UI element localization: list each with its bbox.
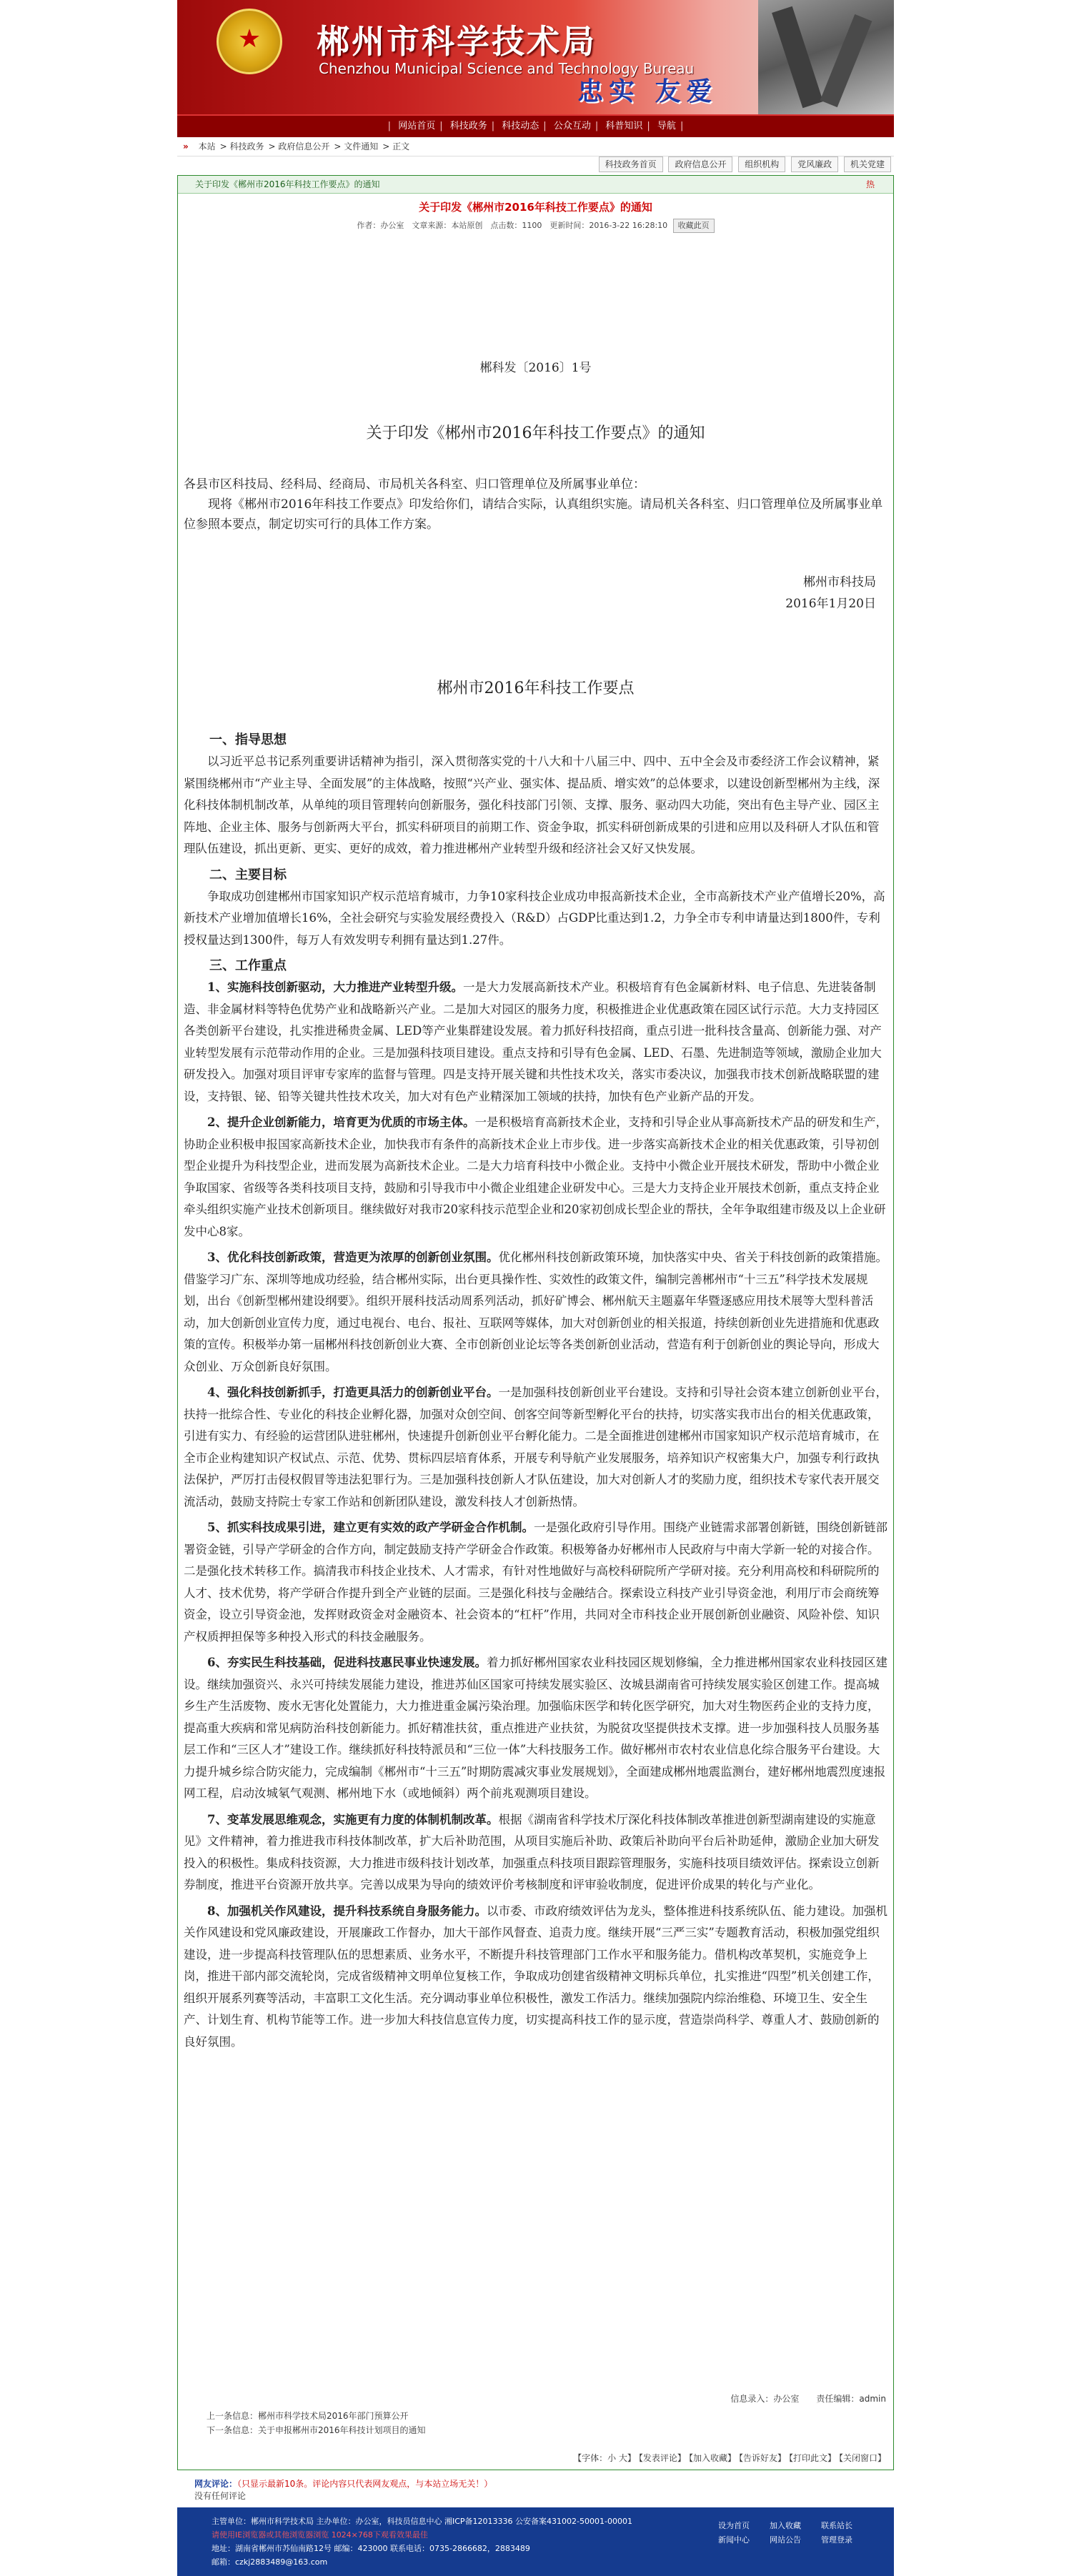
site-title: 郴州市科学技术局 [317, 22, 597, 61]
work-item [184, 1809, 887, 1896]
article-panel [177, 175, 894, 2470]
page-wrapper [177, 0, 894, 2576]
add-favorite-tool[interactable]: 【加入收藏】 [688, 2453, 736, 2463]
footer-line: 邮箱：czkj2883489@163.com [212, 2557, 328, 2567]
section-paragraph: 争取成功创建郴州市国家知识产权示范培育城市，力争10家科技企业成功申报高新技术企业，全市高新技术产业产值增长20%，高新技术产业增加值增长16%，全社会研究与实验发展经费投入（R&D）占GDP比重达到1.2，力争全市专利申请量达到1800件，专利授权量达到1300件，每万人有效发明专利拥有量达到1.27件。 [184, 889, 885, 947]
editor-info: 信息录入：办公室 责任编辑：admin [730, 2394, 886, 2404]
footer-line: 请使用IE浏览器或其他浏览器浏览 1024×768下观看效果最佳 [212, 2530, 428, 2540]
work-item-heading: 8、加强机关作风建设，提升科技系统自身服务能力。 [207, 1904, 487, 1918]
signing-date: 2016年1月20日 [785, 597, 876, 611]
double-arrow-icon: » [183, 141, 189, 151]
nav-sci-affairs[interactable]: 科技政务 [449, 121, 487, 131]
prev-article [207, 2409, 893, 2423]
work-item [184, 1652, 887, 1805]
work-item-text: 以市委、市政府绩效评估为龙头，整体推进科技系统队伍、能力建设。加强机关作风建设和党风廉政建设，开展廉政工作督办，加大干部作风督查、追责力度。继续开展“三严三实”专题教育活动，积极加强党组织建设，进一步提高科技管理队伍的思想素质、业务水平，不断提升科技管理部门工作水平和服务能力。借机构改革契机，实施竞争上岗，推进干部内部交流轮岗，完成省级精神文明单位复核工作，争取成功创建省级精神文明标兵单位，扎实推进“四型”机关创建工作，组织开展系列赛等活动，丰富职工文化生活。充分调动事业单位积极性，激发工作活力。继续加强院内综治维稳、环境卫生、安全生产、计划生育、机构节能等工作。进一步加大科技信息宣传力度，切实提高科技工作的显示度，营造崇尚科学、尊重人才、鼓励创新的良好氛围。 [184, 1904, 887, 2049]
work-item [184, 1901, 887, 2054]
hot-badge: 热 [865, 179, 875, 189]
nav-navigation[interactable]: 导航 [657, 121, 676, 131]
nav-public-interaction[interactable]: 公众互动 [553, 121, 591, 131]
breadcrumb-item[interactable]: 政府信息公开 [278, 141, 330, 151]
work-item-heading: 2、提升企业创新能力，培育更为优质的市场主体。 [207, 1115, 475, 1129]
work-item [184, 1112, 887, 1243]
work-item-text: 一是加强科技创新创业平台建设。支持和引导社会资本建立创新创业平台，扶持一批综合性、专业化的科技企业孵化器，加强对众创空间、创客空间等新型孵化平台的扶持，切实落实我市出台的相关优惠政策，引进有实力、有经验的运营团队进驻郴州，快速提升创新创业平台孵化能力。二是全面推进创建郴州市国家知识产权示范培育城市，在全市企业构建知识产权试点、示范、优势、贯标四层培育体系，开展专利导航产业发展服务，培养知识产权密集大户，加强专利行政执法保护，严厉打击侵权假冒等违法犯罪行为。三是加强科技创新人才队伍建设，加大对创新人才的奖励力度，组织技术专家代表开展交流活动，鼓励支持院士专家工作站和创新团队建设，激发科技人才创新热情。 [184, 1386, 887, 1508]
site-notice-link[interactable]: 网站公告 [770, 2535, 801, 2545]
set-homepage-link[interactable]: 设为首页 [718, 2521, 750, 2530]
comment-label: 网友评论： [194, 2479, 238, 2489]
breadcrumb-item: 正文 [392, 141, 410, 151]
font-size-tool[interactable]: 【字体：小 大】 [573, 2453, 636, 2463]
work-item-heading: 1、实施科技创新驱动，大力推进产业转型升级。 [207, 980, 463, 994]
work-item-text: 一是大力发展高新技术产业。积极培育有色金属新材料、电子信息、先进装备制造、非金属材料等特色优势产业和战略新兴产业。二是加大对园区的服务力度，积极推进企业优惠政策在园区试行示范。大力支持园区各类创新平台建设，扎实推进稀贵金属、LED等产业集群建设发展。着力抓好科技招商，重点引进一批科技含量高、创新能力强、对产业转型发展有示范带动作用的企业。三是加强科技项目建设。重点支持和引导有色金属、LED、石墨、先进制造等领域，激励企业加大研发投入。加强对项目评审专家库的监督与管理。四是支持开展关键和共性技术攻关，落实市委决议，加强我市技术创新战略联盟的建设，支持银、铋、铅等关键共性技术攻关，加大对有色产业精深加工领域的扶持，加快有色产业新产品的开发。 [184, 980, 882, 1103]
footer-line: 主管单位：郴州市科学技术局 主办单位：办公室，科技员信息中心 湘ICP备12013336 公安备案431002-50001-00001 [212, 2517, 632, 2526]
tell-friend-tool[interactable]: 【告诉好友】 [738, 2453, 786, 2463]
work-item [184, 1517, 887, 1648]
signing-org: 郴州市科技局 [803, 575, 876, 590]
comment-section [177, 2477, 894, 2502]
work-item-heading: 5、抓实科技成果引进，建立更有实效的政产学研金合作机制。 [207, 1521, 534, 1534]
work-item-heading: 7、变革发展思维观念，实施更有力度的体制机制改革。 [207, 1812, 499, 1826]
article-meta-text: 作者：办公室 文章来源：本站原创 点击数：1100 更新时间：2016-3-22 16:28:10 [357, 221, 668, 230]
nav-sci-news[interactable]: 科技动态 [502, 121, 539, 131]
work-item-heading: 6、夯实民生科技基础，促进科技惠民事业快速发展。 [207, 1656, 487, 1669]
article-tools [178, 2452, 893, 2464]
subnav-integrity[interactable]: 党风廉政 [791, 156, 838, 172]
main-nav: | 网站首页 | 科技政务 | 科技动态 | 公众互动 | 科普知识 | 导航 | [177, 114, 894, 137]
work-item-text: 着力抓好郴州国家农业科技园区规划修编，全力推进郴州国家农业科技园区建设。继续加强资兴、永兴可持续发展能力建设，推进苏仙区国家可持续发展实验区、汝城县湖南省可持续发展实验区创建工作。提高城乡生产生活废物、废水无害化处置能力，大力推进重金属污染治理。加强临床医学和转化医学研究，加大对生物医药企业的支持力度，提高重大疾病和常见病防治科技创新能力。抓好精准扶贫，重点推进产业扶贫，为脱贫攻坚提供技术支撑。进一步加强科技人员服务基层工作和“三区人才”建设工作。继续抓好科技特派员和“三位一体”大科技服务工作。做好郴州市农村农业信息化综合服务平台建设。大力提升城乡综合防灾能力，完成编制《郴州市“十三五”时期防震减灾事业发展规划》，全面建成郴州地震监测台，建好郴州地震烈度速报网工程，启动汝城氡气观测、郴州地下水（或地倾斜）两个前兆观测项目建设。 [184, 1656, 887, 1800]
footer-line: 地址：湖南省郴州市苏仙南路12号 邮编：423000 联系电话：0735-2866682，2883489 [212, 2544, 530, 2553]
intro-paragraph: 现将《郴州市2016年科技工作要点》印发给你们，请结合实际，认真组织实施。请局机关各科室、归口管理单位及所属事业单位参照本要点，制定切实可行的具体工作方案。 [184, 497, 883, 532]
prev-next-links [178, 2409, 893, 2437]
breadcrumb-item[interactable]: 文件通知 [344, 141, 379, 151]
close-window-tool[interactable]: 【关闭窗口】 [838, 2453, 886, 2463]
add-favorite-link[interactable]: 加入收藏 [770, 2521, 801, 2530]
panel-header [178, 176, 893, 194]
section-paragraph: 以习近平总书记系列重要讲话精神为指引，深入贯彻落实党的十八大和十八届三中、四中、五中全会及市委经济工作会议精神，紧紧围绕郴州市“产业主导、全面发展”的主体战略，按照“兴产业、强实体、提品质、增实效”的总体要求，以建设创新型郴州为主线，深化科技体制机制改革，从单纯的项目管理转向创新服务，强化科技部门引领、支撑、服务、驱动四大功能，突出有色主导产业、园区主阵地、企业主体、服务与创新两大平台，抓实科研项目的前期工作、资金争取，抓实科研创新成果的引进和应用以及科研人才队伍和管理队伍建设，抓出更新、更实、更好的成效，着力推进郴州产业转型升级和经济社会又好又快发展。 [184, 755, 880, 855]
bookmark-button[interactable]: 收藏此页 [673, 219, 715, 233]
breadcrumb-item[interactable]: 本站 [198, 141, 216, 151]
work-item [184, 977, 887, 1108]
national-emblem-icon: ★ [217, 9, 282, 74]
next-article [207, 2423, 893, 2437]
site-title-en: Chenzhou Municipal Science and Technology Bureau [319, 60, 695, 77]
site-footer [177, 2507, 894, 2576]
work-item-text: 一是强化政府引导作用。围绕产业链需求部署创新链，围绕创新链部署资金链，引导产学研金的合作方向，制定鼓励支持产学研金合作政策。积极筹备办好郴州市人民政府与中南大学新一轮的对接合作。二是强化技术转移工作。搞清我市科技企业技术、人才需求，有针对性地做好与高校科研院所产学研对接。充分利用高校和科研院所的人才、技术优势，将产学研合作提升到全产业链的层面。三是强化科技与金融结合。探索设立科技产业引导资金池，利用厅市会商统筹资金，设立引导资金池，发挥财政资金对金融资本、社会资本的“杠杆”作用，共同对全市科技企业开展创新创业融资、风险补偿、知识产权质押担保等多种投入形式的科技金融服务。 [184, 1521, 887, 1643]
section-heading: 二、主要目标 [209, 867, 287, 882]
next-label: 下一条信息： [207, 2425, 259, 2435]
next-article-link[interactable]: 关于申报郴州市2016年科技计划项目的通知 [258, 2425, 426, 2435]
prev-article-link[interactable]: 郴州市科学技术局2016年部门预算公开 [258, 2411, 409, 2421]
work-item-text: 优化郴州科技创新政策环境，加快落实中央、省关于科技创新的政策措施。借鉴学习广东、深圳等地成功经验，结合郴州实际，出台更具操作性、实效性的政策文件，编制完善郴州市“十三五”科学技术发展规划，出台《创新型郴州建设纲要》。组织开展科技活动周系列活动，抓好矿博会、郴州航天主题嘉年华暨逐感应用技术展等大型科普活动，加大创新创业宣传力度，通过电视台、电台、报社、互联网等媒体，加大对创新创业的相关报道，持续创新创业先进措施和优惠政策的宣传。积极举办第一届郴州科技创新创业大赛、全市创新创业论坛等各类创新创业活动，营造有利于创新创业的舆论导向，形成大众创业、万众创新良好氛围。 [184, 1250, 887, 1373]
site-banner [177, 0, 894, 114]
breadcrumb-item[interactable]: 科技政务 [229, 141, 264, 151]
footer-links [718, 2519, 872, 2547]
subnav-sci-affairs-home[interactable]: 科技政务首页 [599, 156, 663, 172]
subnav-info-disclosure[interactable]: 政府信息公开 [668, 156, 732, 172]
subnav-party-building[interactable]: 机关党建 [844, 156, 891, 172]
site-slogan: 忠实 友爱 [577, 77, 718, 106]
work-item-heading: 4、强化科技创新抓手，打造更具活力的创新创业平台。 [207, 1386, 499, 1399]
section-heading: 一、指导思想 [209, 732, 287, 747]
work-item-heading: 3、优化科技创新政策，营造更为浓厚的创新创业氛围。 [207, 1250, 499, 1264]
work-item [184, 1247, 887, 1378]
print-tool[interactable]: 【打印此文】 [788, 2453, 836, 2463]
nav-popular-science[interactable]: 科普知识 [605, 121, 643, 131]
breadcrumb: » 本站 > 科技政务 > 政府信息公开 > 文件通知 > 正文 [177, 137, 894, 156]
document-number: 郴科发〔2016〕1号 [479, 361, 592, 375]
work-item [184, 1382, 887, 1513]
article-footer [178, 2389, 893, 2470]
admin-login-link[interactable]: 管理登录 [821, 2535, 852, 2545]
post-comment-tool[interactable]: 【发表评论】 [638, 2453, 686, 2463]
addressee: 各县市区科技局、经科局、经商局、市局机关各科室、归口管理单位及所属事业单位： [184, 477, 645, 492]
sculpture-image [758, 0, 894, 114]
plan-title: 郴州市2016年科技工作要点 [437, 680, 635, 697]
prev-label: 上一条信息： [207, 2411, 259, 2421]
footer-info [212, 2515, 632, 2569]
news-center-link[interactable]: 新闻中心 [718, 2535, 750, 2545]
section-heading: 三、工作重点 [209, 958, 287, 973]
nav-home[interactable]: 网站首页 [398, 121, 436, 131]
subnav-organization[interactable]: 组织机构 [738, 156, 785, 172]
work-item-text: 根据《湖南省科学技术厅深化科技体制改革推进创新型湖南建设的实施意见》文件精神，着力推进我市科技体制改革，扩大后补助范围，从项目实施后补助、政策后补助向平台后补助延伸，激励企业加大研发投入的积极性。集成科技资源，大力推进市级科技计划改革，加强重点科技项目跟踪管理服务，实施科技项目绩效评估。探索设立创新券制度，推进平台资源开放共享。完善以成果为导向的绩效评价考核制度和评审验收制度，促进评价成果的转化与产业化。 [184, 1812, 880, 1891]
panel-header-title: 关于印发《郴州市2016年科技工作要点》的通知 [195, 179, 380, 189]
contact-webmaster-link[interactable]: 联系站长 [821, 2521, 852, 2530]
article-meta [178, 219, 893, 232]
document-title: 关于印发《郴州市2016年科技工作要点》的通知 [366, 424, 705, 442]
article-title: 关于印发《郴州市2016年科技工作要点》的通知 [419, 201, 652, 214]
work-item-text: 一是积极培育高新技术企业，支持和引导企业从事高新技术产品的研发和生产，协助企业积极申报国家高新技术企业，加快我市有条件的高新技术企业上市步伐。进一步落实高新技术企业的相关优惠政策，引导初创型企业提升为科技型企业，进而发展为高新技术企业。二是大力培育科技中小微企业。支持中小微企业开展技术研发，帮助中小微企业争取国家、省级等各类科技项目支持，鼓励和引导我市中小微企业组建企业研发中心。三是大力支持企业开展技术创新，重点支持企业牵头组织实施产业技术创新项目。继续做好对我市20家科技示范型企业和20家初创成长型企业的帮扶，全年争取组建市级及以上企业研发中心8家。 [184, 1115, 887, 1238]
sub-nav [177, 156, 894, 174]
article-body [178, 357, 893, 2053]
comment-note: （只显示最新10条。评论内容只代表网友观点，与本站立场无关！） [237, 2479, 493, 2489]
no-comment-text: 没有任何评论 [194, 2491, 247, 2501]
